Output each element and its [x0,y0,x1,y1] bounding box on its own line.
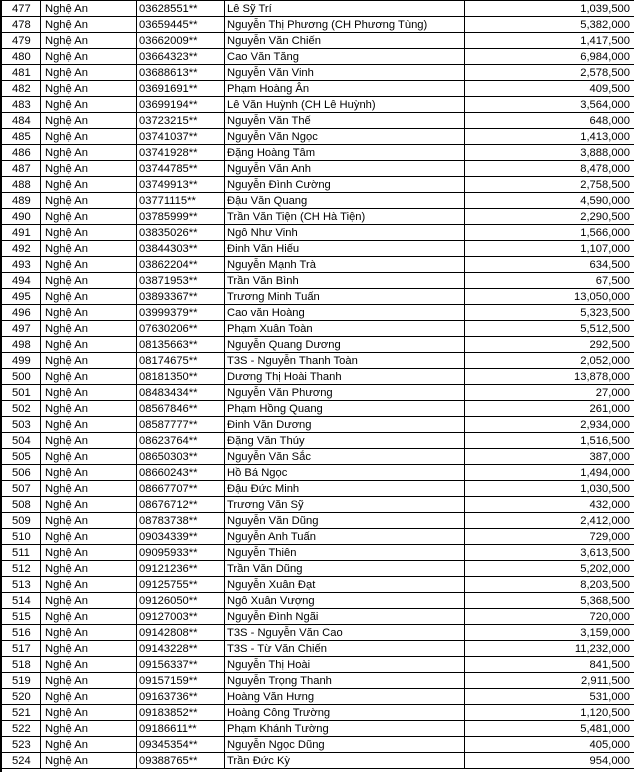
table-row [1,49,634,65]
table-body [1,1,634,769]
table-row [1,369,634,385]
province-cell[interactable]: Nghệ An [41,129,137,145]
province-cell[interactable]: Nghệ An [41,273,137,289]
amount-cell[interactable]: 531,000 [465,689,634,705]
customer-name-cell[interactable]: Ngô Như Vinh [225,225,465,241]
province-cell[interactable]: Nghệ An [41,353,137,369]
table-row [1,17,634,33]
amount-cell[interactable]: 405,000 [465,737,634,753]
amount-cell[interactable]: 841,500 [465,657,634,673]
province-cell[interactable]: Nghệ An [41,513,137,529]
row-number-cell[interactable]: 495 [1,289,41,305]
province-cell[interactable]: Nghệ An [41,417,137,433]
table-row [1,449,634,465]
table-row [1,625,634,641]
row-number-cell[interactable]: 513 [1,577,41,593]
province-cell[interactable]: Nghệ An [41,209,137,225]
province-cell[interactable]: Nghệ An [41,577,137,593]
province-cell[interactable]: Nghệ An [41,609,137,625]
table-row [1,481,634,497]
customer-name-cell[interactable]: Nguyễn Xuân Đạt [225,577,465,593]
row-number-cell[interactable]: 492 [1,241,41,257]
row-number-cell[interactable]: 506 [1,465,41,481]
amount-cell[interactable]: 261,000 [465,401,634,417]
customer-name-cell[interactable]: Nguyễn Văn Anh [225,161,465,177]
table-row [1,161,634,177]
table-row [1,433,634,449]
customer-name-cell[interactable]: T3S - Nguyễn Thanh Toàn [225,353,465,369]
table-row [1,401,634,417]
row-number-cell[interactable]: 519 [1,673,41,689]
province-cell[interactable]: Nghệ An [41,449,137,465]
row-number-cell[interactable]: 508 [1,497,41,513]
province-cell[interactable]: Nghệ An [41,657,137,673]
amount-cell[interactable]: 8,203,500 [465,577,634,593]
phone-cell[interactable]: 03835026** [137,225,225,241]
amount-cell[interactable]: 387,000 [465,449,634,465]
customer-name-cell[interactable]: Nguyễn Quang Dương [225,337,465,353]
row-number-cell[interactable]: 510 [1,529,41,545]
table-row [1,641,634,657]
amount-cell[interactable]: 2,290,500 [465,209,634,225]
table-row [1,673,634,689]
amount-cell[interactable]: 5,481,000 [465,721,634,737]
phone-cell[interactable]: 03893367** [137,289,225,305]
table-row [1,737,634,753]
amount-cell[interactable]: 13,050,000 [465,289,634,305]
row-number-cell[interactable]: 500 [1,369,41,385]
phone-cell[interactable]: 08650303** [137,449,225,465]
row-number-cell[interactable]: 518 [1,657,41,673]
table-row [1,97,634,113]
province-cell[interactable]: Nghệ An [41,257,137,273]
phone-cell[interactable]: 08676712** [137,497,225,513]
province-cell[interactable]: Nghệ An [41,321,137,337]
phone-cell[interactable]: 08623764** [137,433,225,449]
customer-name-cell[interactable]: Nguyễn Văn Sắc [225,449,465,465]
province-cell[interactable]: Nghệ An [41,81,137,97]
province-cell[interactable]: Nghệ An [41,673,137,689]
phone-cell[interactable]: 09142808** [137,625,225,641]
table-row [1,81,634,97]
province-cell[interactable]: Nghệ An [41,241,137,257]
amount-cell[interactable]: 5,382,000 [465,17,634,33]
row-number-cell[interactable]: 490 [1,209,41,225]
amount-cell[interactable]: 1,107,000 [465,241,634,257]
customer-name-cell[interactable]: Đinh Văn Hiếu [225,241,465,257]
phone-cell[interactable]: 03741928** [137,145,225,161]
phone-cell[interactable]: 09186611** [137,721,225,737]
amount-cell[interactable]: 8,478,000 [465,161,634,177]
amount-cell[interactable]: 1,120,500 [465,705,634,721]
province-cell[interactable]: Nghệ An [41,737,137,753]
province-cell[interactable]: Nghệ An [41,753,137,769]
amount-cell[interactable]: 1,039,500 [465,1,634,17]
amount-cell[interactable]: 432,000 [465,497,634,513]
phone-cell[interactable]: 03844303** [137,241,225,257]
row-number-cell[interactable]: 504 [1,433,41,449]
customer-name-cell[interactable]: Trương Văn Sỹ [225,497,465,513]
amount-cell[interactable]: 1,566,000 [465,225,634,241]
customer-name-cell[interactable]: Trần Văn Bình [225,273,465,289]
phone-cell[interactable]: 09095933** [137,545,225,561]
customer-name-cell[interactable]: Hoàng Văn Hưng [225,689,465,705]
row-number-cell[interactable]: 479 [1,33,41,49]
customer-name-cell[interactable]: Nguyễn Văn Ngọc [225,129,465,145]
table-row [1,545,634,561]
row-number-cell[interactable]: 483 [1,97,41,113]
province-cell[interactable]: Nghệ An [41,497,137,513]
customer-name-cell[interactable]: Lê Sỹ Trí [225,1,465,17]
row-number-cell[interactable]: 516 [1,625,41,641]
phone-cell[interactable]: 03999379** [137,305,225,321]
customer-name-cell[interactable]: Nguyễn Mạnh Trà [225,257,465,273]
row-number-cell[interactable]: 491 [1,225,41,241]
province-cell[interactable]: Nghệ An [41,721,137,737]
phone-cell[interactable]: 08483434** [137,385,225,401]
customer-name-cell[interactable]: Cao Văn Tăng [225,49,465,65]
table-row [1,209,634,225]
row-number-cell[interactable]: 478 [1,17,41,33]
amount-cell[interactable]: 2,934,000 [465,417,634,433]
amount-cell[interactable]: 3,613,500 [465,545,634,561]
customer-name-cell[interactable]: Phạm Khánh Tường [225,721,465,737]
row-number-cell[interactable]: 482 [1,81,41,97]
province-cell[interactable]: Nghệ An [41,161,137,177]
customer-name-cell[interactable]: Nguyễn Văn Thế [225,113,465,129]
customer-name-cell[interactable]: Đặng Văn Thúy [225,433,465,449]
table-row [1,33,634,49]
amount-cell[interactable]: 2,052,000 [465,353,634,369]
row-number-cell[interactable]: 524 [1,753,41,769]
amount-cell[interactable]: 729,000 [465,529,634,545]
phone-cell[interactable]: 03628551** [137,1,225,17]
province-cell[interactable]: Nghệ An [41,465,137,481]
row-number-cell[interactable]: 484 [1,113,41,129]
amount-cell[interactable]: 648,000 [465,113,634,129]
phone-cell[interactable]: 08587777** [137,417,225,433]
table-row [1,753,634,769]
amount-cell[interactable]: 2,911,500 [465,673,634,689]
amount-cell[interactable]: 27,000 [465,385,634,401]
customer-name-cell[interactable]: Nguyễn Thị Phương (CH Phương Tùng) [225,17,465,33]
amount-cell[interactable]: 3,564,000 [465,97,634,113]
phone-cell[interactable]: 09156337** [137,657,225,673]
customer-name-cell[interactable]: Nguyễn Đình Ngãi [225,609,465,625]
province-cell[interactable]: Nghệ An [41,113,137,129]
table-row [1,337,634,353]
customer-name-cell[interactable]: Đậu Văn Quang [225,193,465,209]
amount-cell[interactable]: 5,512,500 [465,321,634,337]
amount-cell[interactable]: 634,500 [465,257,634,273]
row-number-cell[interactable]: 488 [1,177,41,193]
table-row [1,289,634,305]
phone-cell[interactable]: 03744785** [137,161,225,177]
phone-cell[interactable]: 09127003** [137,609,225,625]
phone-cell[interactable]: 08174675** [137,353,225,369]
province-cell[interactable]: Nghệ An [41,705,137,721]
left-border-edge [0,0,2,772]
province-cell[interactable]: Nghệ An [41,545,137,561]
table-row [1,353,634,369]
row-number-cell[interactable]: 515 [1,609,41,625]
amount-cell[interactable]: 1,030,500 [465,481,634,497]
customer-name-cell[interactable]: Nguyễn Anh Tuấn [225,529,465,545]
table-row [1,593,634,609]
row-number-cell[interactable]: 512 [1,561,41,577]
province-cell[interactable]: Nghệ An [41,193,137,209]
customer-name-cell[interactable]: Đậu Đức Minh [225,481,465,497]
table-row [1,529,634,545]
province-cell[interactable]: Nghệ An [41,33,137,49]
amount-cell[interactable]: 3,159,000 [465,625,634,641]
table-row [1,193,634,209]
amount-cell[interactable]: 5,202,000 [465,561,634,577]
customer-name-cell[interactable]: Nguyễn Đình Cường [225,177,465,193]
phone-cell[interactable]: 03749913** [137,177,225,193]
table-row [1,241,634,257]
province-cell[interactable]: Nghệ An [41,641,137,657]
phone-cell[interactable]: 03771115** [137,193,225,209]
phone-cell[interactable]: 09143228** [137,641,225,657]
phone-cell[interactable]: 07630206** [137,321,225,337]
phone-cell[interactable]: 09126050** [137,593,225,609]
province-cell[interactable]: Nghệ An [41,1,137,17]
customer-name-cell[interactable]: Trương Minh Tuấn [225,289,465,305]
row-number-cell[interactable]: 494 [1,273,41,289]
row-number-cell[interactable]: 522 [1,721,41,737]
amount-cell[interactable]: 6,984,000 [465,49,634,65]
phone-cell[interactable]: 08135663** [137,337,225,353]
province-cell[interactable]: Nghệ An [41,529,137,545]
province-cell[interactable]: Nghệ An [41,49,137,65]
province-cell[interactable]: Nghệ An [41,625,137,641]
table-row [1,257,634,273]
row-number-cell[interactable]: 480 [1,49,41,65]
row-number-cell[interactable]: 485 [1,129,41,145]
row-number-cell[interactable]: 520 [1,689,41,705]
row-number-cell[interactable]: 503 [1,417,41,433]
row-number-cell[interactable]: 496 [1,305,41,321]
customer-name-cell[interactable]: Phạm Xuân Toàn [225,321,465,337]
province-cell[interactable]: Nghệ An [41,369,137,385]
table-row [1,273,634,289]
province-cell[interactable]: Nghệ An [41,481,137,497]
row-number-cell[interactable]: 502 [1,401,41,417]
row-number-cell[interactable]: 521 [1,705,41,721]
phone-cell[interactable]: 09034339** [137,529,225,545]
amount-cell[interactable]: 1,417,500 [465,33,634,49]
province-cell[interactable]: Nghệ An [41,593,137,609]
phone-cell[interactable]: 08567846** [137,401,225,417]
row-number-cell[interactable]: 507 [1,481,41,497]
table-row [1,177,634,193]
phone-cell[interactable]: 03699194** [137,97,225,113]
table-row [1,113,634,129]
customer-name-cell[interactable]: Nguyễn Văn Vinh [225,65,465,81]
province-cell[interactable]: Nghệ An [41,17,137,33]
customer-name-cell[interactable]: Nguyễn Ngọc Dũng [225,737,465,753]
table-row [1,65,634,81]
row-number-cell[interactable]: 514 [1,593,41,609]
table-row [1,561,634,577]
phone-cell[interactable]: 09163736** [137,689,225,705]
row-number-cell[interactable]: 517 [1,641,41,657]
table-row [1,705,634,721]
province-cell[interactable]: Nghệ An [41,305,137,321]
phone-cell[interactable]: 09183852** [137,705,225,721]
phone-cell[interactable]: 09157159** [137,673,225,689]
row-number-cell[interactable]: 486 [1,145,41,161]
row-number-cell[interactable]: 498 [1,337,41,353]
table-row [1,657,634,673]
amount-cell[interactable]: 1,516,500 [465,433,634,449]
phone-cell[interactable]: 08667707** [137,481,225,497]
province-cell[interactable]: Nghệ An [41,337,137,353]
customer-name-cell[interactable]: Nguyễn Thiên [225,545,465,561]
table-row [1,689,634,705]
row-number-cell[interactable]: 509 [1,513,41,529]
amount-cell[interactable]: 1,413,000 [465,129,634,145]
province-cell[interactable]: Nghệ An [41,561,137,577]
customer-name-cell[interactable]: Nguyễn Văn Chiến [225,33,465,49]
row-number-cell[interactable]: 493 [1,257,41,273]
amount-cell[interactable]: 2,578,500 [465,65,634,81]
row-number-cell[interactable]: 511 [1,545,41,561]
province-cell[interactable]: Nghệ An [41,225,137,241]
amount-cell[interactable]: 954,000 [465,753,634,769]
customer-name-cell[interactable]: T3S - Từ Văn Chiến [225,641,465,657]
customer-name-cell[interactable]: Đặng Hoàng Tâm [225,145,465,161]
amount-cell[interactable]: 4,590,000 [465,193,634,209]
row-number-cell[interactable]: 497 [1,321,41,337]
customer-name-cell[interactable]: T3S - Nguyễn Văn Cao [225,625,465,641]
phone-cell[interactable]: 09388765** [137,753,225,769]
table-row [1,721,634,737]
province-cell[interactable]: Nghệ An [41,433,137,449]
table-row [1,129,634,145]
phone-cell[interactable]: 03871953** [137,273,225,289]
customer-name-cell[interactable]: Lê Văn Huỳnh (CH Lê Huỳnh) [225,97,465,113]
table-row [1,465,634,481]
table-row [1,225,634,241]
customer-name-cell[interactable]: Hồ Bá Ngọc [225,465,465,481]
phone-cell[interactable]: 03662009** [137,33,225,49]
phone-cell[interactable]: 08181350** [137,369,225,385]
table-row [1,305,634,321]
phone-cell[interactable]: 03664323** [137,49,225,65]
table-row [1,513,634,529]
customer-name-cell[interactable]: Phạm Hồng Quang [225,401,465,417]
customer-name-cell[interactable]: Phạm Hoàng Ân [225,81,465,97]
amount-cell[interactable]: 5,323,500 [465,305,634,321]
phone-cell[interactable]: 03659445** [137,17,225,33]
customer-name-cell[interactable]: Dương Thị Hoài Thanh [225,369,465,385]
customer-name-cell[interactable]: Ngô Xuân Vượng [225,593,465,609]
customer-name-cell[interactable]: Hoàng Công Trường [225,705,465,721]
row-number-cell[interactable]: 489 [1,193,41,209]
row-number-cell[interactable]: 523 [1,737,41,753]
customer-name-cell[interactable]: Nguyễn Văn Phương [225,385,465,401]
amount-cell[interactable]: 3,888,000 [465,145,634,161]
amount-cell[interactable]: 67,500 [465,273,634,289]
amount-cell[interactable]: 1,494,000 [465,465,634,481]
amount-cell[interactable]: 5,368,500 [465,593,634,609]
amount-cell[interactable]: 292,500 [465,337,634,353]
province-cell[interactable]: Nghệ An [41,689,137,705]
table-row [1,577,634,593]
row-number-cell[interactable]: 499 [1,353,41,369]
province-cell[interactable]: Nghệ An [41,385,137,401]
phone-cell[interactable]: 08783738** [137,513,225,529]
phone-cell[interactable]: 03723215** [137,113,225,129]
row-number-cell[interactable]: 501 [1,385,41,401]
row-number-cell[interactable]: 477 [1,1,41,17]
phone-cell[interactable]: 09345354** [137,737,225,753]
phone-cell[interactable]: 09125755** [137,577,225,593]
phone-cell[interactable]: 08660243** [137,465,225,481]
phone-cell[interactable]: 03688613** [137,65,225,81]
table-row [1,145,634,161]
province-cell[interactable]: Nghệ An [41,65,137,81]
province-cell[interactable]: Nghệ An [41,97,137,113]
province-cell[interactable]: Nghệ An [41,177,137,193]
customer-name-cell[interactable]: Nguyễn Thị Hoài [225,657,465,673]
customer-name-cell[interactable]: Trần Văn Tiện (CH Hà Tiện) [225,209,465,225]
phone-cell[interactable]: 03691691** [137,81,225,97]
phone-cell[interactable]: 03785999** [137,209,225,225]
phone-cell[interactable]: 09121236** [137,561,225,577]
row-number-cell[interactable]: 505 [1,449,41,465]
amount-cell[interactable]: 13,878,000 [465,369,634,385]
customer-name-cell[interactable]: Trần Đức Kỳ [225,753,465,769]
table-row [1,321,634,337]
customer-name-cell[interactable]: Cao văn Hoàng [225,305,465,321]
amount-cell[interactable]: 11,232,000 [465,641,634,657]
row-number-cell[interactable]: 481 [1,65,41,81]
row-number-cell[interactable]: 487 [1,161,41,177]
amount-cell[interactable]: 2,412,000 [465,513,634,529]
customer-name-cell[interactable]: Đinh Văn Dương [225,417,465,433]
table-row [1,1,634,17]
customer-name-cell[interactable]: Nguyễn Văn Dũng [225,513,465,529]
table-row [1,385,634,401]
province-cell[interactable]: Nghệ An [41,145,137,161]
customer-name-cell[interactable]: Trần Văn Dũng [225,561,465,577]
table-row [1,497,634,513]
province-cell[interactable]: Nghệ An [41,401,137,417]
amount-cell[interactable]: 2,758,500 [465,177,634,193]
table-row [1,609,634,625]
phone-cell[interactable]: 03862204** [137,257,225,273]
province-cell[interactable]: Nghệ An [41,289,137,305]
phone-cell[interactable]: 03741037** [137,129,225,145]
customer-name-cell[interactable]: Nguyễn Trọng Thanh [225,673,465,689]
table-row [1,417,634,433]
amount-cell[interactable]: 409,500 [465,81,634,97]
amount-cell[interactable]: 720,000 [465,609,634,625]
